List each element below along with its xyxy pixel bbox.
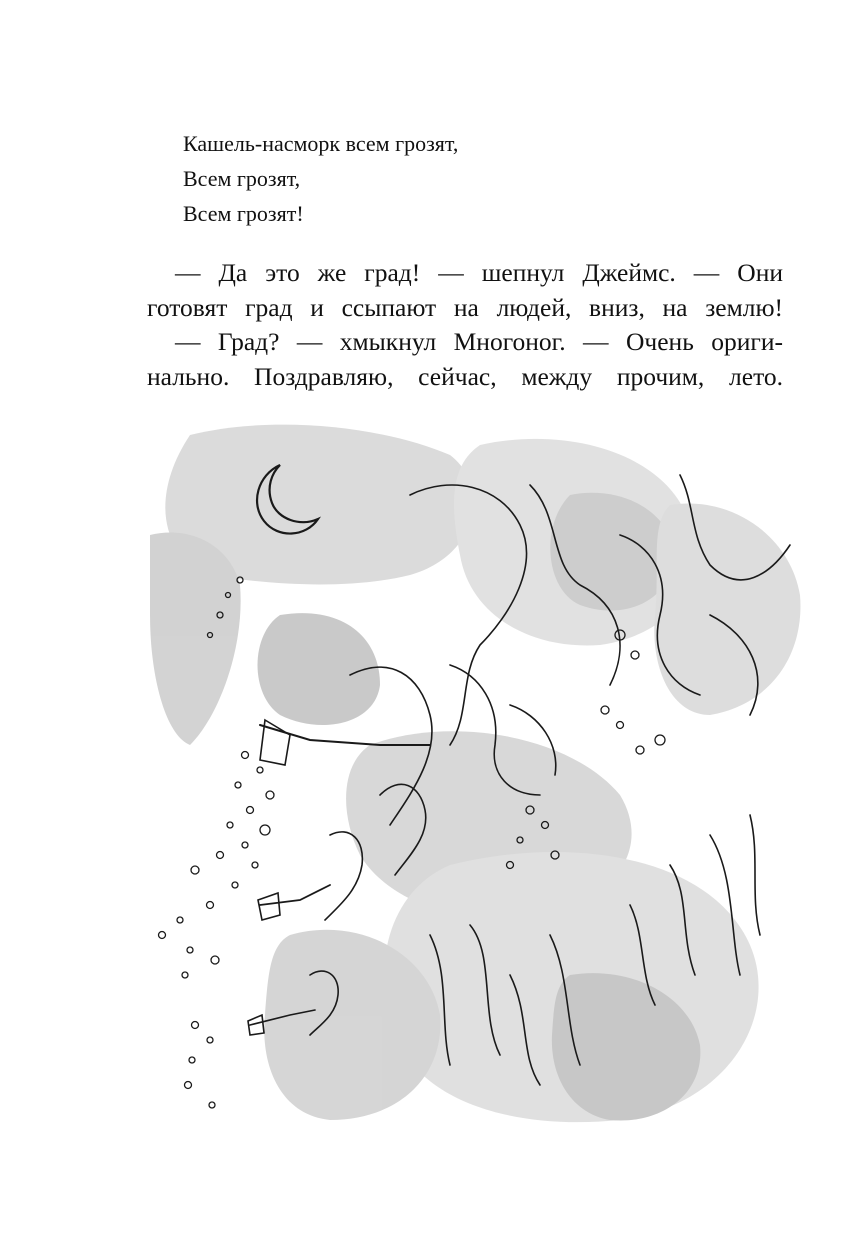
verse-line: Всем грозят! — [183, 201, 304, 226]
verse-line: Всем грозят, — [183, 166, 301, 191]
prose-line: готовят град и ссыпают на людей, вниз, на землю! — [147, 292, 783, 322]
verse-line: Кашель-насморк всем грозят, — [183, 131, 459, 156]
prose-line: — Да это же град! — шепнул Джеймс. — Они — [175, 258, 783, 287]
prose-line: нально. Поздравляю, сейчас, между прочим, лето. — [147, 361, 783, 391]
wash-layer — [150, 425, 800, 1123]
verse-block — [183, 126, 458, 231]
illustration — [150, 415, 820, 1135]
prose-block — [147, 256, 783, 394]
prose-line: — Град? — хмыкнул Многоног. — Очень ориги- — [175, 327, 783, 356]
